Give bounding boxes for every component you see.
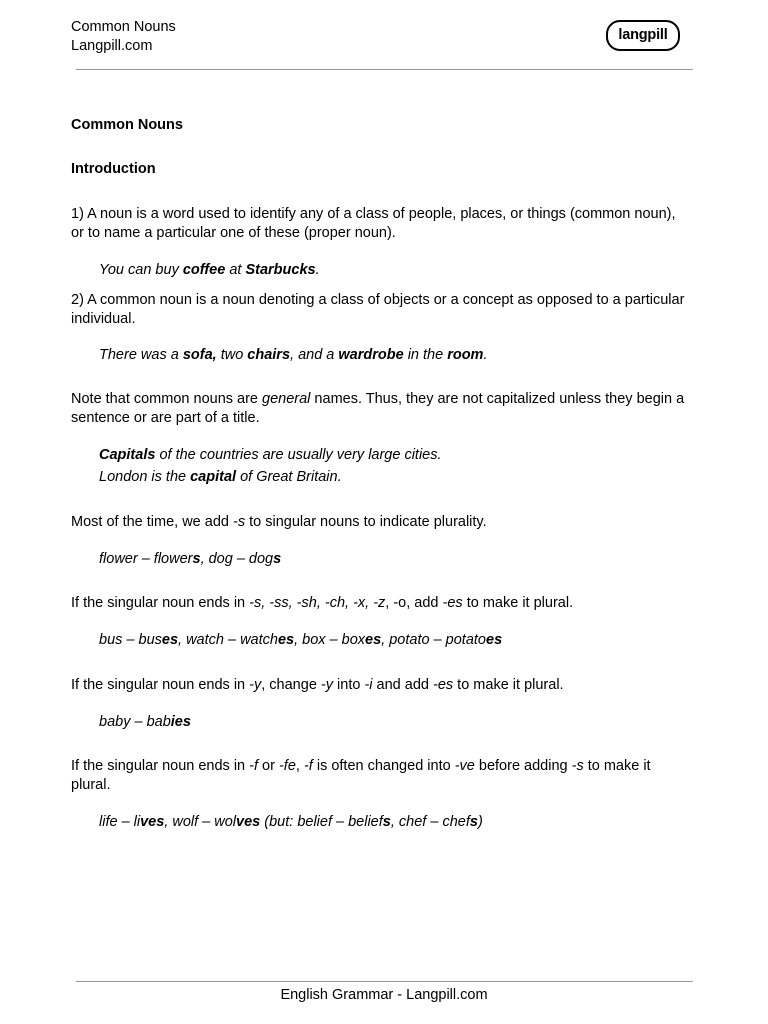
ex1-part: at — [225, 262, 246, 278]
paragraph-4 — [71, 513, 691, 532]
ex7-bold: ves — [140, 814, 165, 830]
ex5-bold: es — [486, 632, 503, 648]
p5-part: to make it plural. — [462, 595, 574, 611]
example-1 — [99, 259, 691, 281]
header-site: Langpill.com — [71, 38, 153, 54]
p4-part: to singular nouns to indicate plurality. — [245, 514, 487, 530]
ex3b-part: London is the — [99, 469, 191, 485]
ex5-part: , potato – potato — [381, 632, 486, 648]
ex7-part: ) — [477, 814, 483, 830]
p6-italic: -y — [320, 677, 334, 693]
ex1-bold: Starbucks — [245, 262, 316, 278]
ex3b-bold: capital — [190, 469, 237, 485]
ex4-part: flower – flower — [99, 551, 193, 567]
example-3b — [99, 466, 691, 488]
p7-part: before adding — [474, 758, 572, 774]
ex4-part: , dog – dog — [200, 551, 274, 567]
ex1-part: . — [315, 262, 320, 278]
ex5-part: , box – box — [294, 632, 366, 648]
ex7-bold: s — [469, 814, 478, 830]
p6-part: into — [333, 677, 365, 693]
ex5-part: bus – bus — [99, 632, 162, 648]
ex2-bold: chairs — [247, 347, 291, 363]
section-heading: Introduction — [71, 161, 156, 177]
ex3a-part: of the countries are usually very large cities. — [155, 447, 442, 463]
ex2-bold: room — [447, 347, 484, 363]
langpill-logo: langpill — [606, 20, 680, 51]
p3-italic: general — [262, 391, 311, 407]
p7-part: or — [258, 758, 279, 774]
p7-italic: -ve — [454, 758, 475, 774]
p7-italic: -f — [303, 758, 313, 774]
p6-part: If the singular noun ends in — [71, 677, 250, 693]
p4-italic: -s — [233, 514, 246, 530]
header-divider — [76, 69, 693, 70]
ex3a-bold: Capitals — [99, 447, 156, 463]
ex5-bold: es — [277, 632, 295, 648]
example-7 — [99, 811, 691, 833]
ex4-bold: s — [192, 551, 201, 567]
p5-part: If the singular noun ends in — [71, 595, 250, 611]
ex4-bold: s — [273, 551, 282, 567]
ex2-part: , and a — [290, 347, 339, 363]
p7-part: is often changed into — [312, 758, 455, 774]
p4-part: Most of the time, we add — [71, 514, 233, 530]
example-3 — [99, 444, 691, 488]
p6-italic: -y — [249, 677, 262, 693]
paragraph-6 — [71, 676, 691, 695]
p6-part: and add — [372, 677, 433, 693]
p2-text: 2) A common noun is a noun denoting a class of objects or a concept as opposed to a particular individual. — [71, 292, 685, 327]
paragraph-2 — [71, 291, 691, 329]
paragraph-3 — [71, 390, 691, 428]
p7-part: If the singular noun ends in — [71, 758, 250, 774]
example-5 — [99, 629, 691, 651]
paragraph-7 — [71, 757, 691, 795]
ex2-bold: sofa, — [182, 347, 217, 363]
ex7-bold: s — [382, 814, 391, 830]
p6-italic: -es — [433, 677, 454, 693]
ex7-part: (but: belief – belief — [260, 814, 383, 830]
ex2-part: There was a — [99, 347, 183, 363]
ex2-bold: wardrobe — [338, 347, 404, 363]
ex5-bold: es — [365, 632, 382, 648]
ex2-part: two — [216, 347, 248, 363]
paragraph-5 — [71, 594, 691, 613]
doc-title: Common Nouns — [71, 117, 183, 133]
footer-text: English Grammar - Langpill.com — [280, 987, 488, 1003]
footer-divider — [76, 981, 693, 982]
ex5-part: , watch – watch — [178, 632, 278, 648]
ex6-bold: ies — [170, 714, 191, 730]
ex1-bold: coffee — [182, 262, 226, 278]
p7-italic: -f — [249, 758, 259, 774]
p6-part: , change — [261, 677, 321, 693]
ex7-part: , chef – chef — [390, 814, 470, 830]
ex7-part: life – li — [99, 814, 141, 830]
header-title: Common Nouns — [71, 19, 176, 35]
ex1-part: You can buy — [99, 262, 183, 278]
p5-italic: -s, -ss, -sh, -ch, -x, -z — [249, 595, 386, 611]
example-4 — [99, 548, 691, 570]
ex6-part: baby – bab — [99, 714, 171, 730]
p7-italic: -s — [571, 758, 584, 774]
example-3a — [99, 444, 691, 466]
p3-part: names. Thus, they are not capitalized unless they begin a sentence or are part of a title. — [71, 391, 685, 426]
p6-part: to make it plural. — [453, 677, 564, 693]
p7-part: , — [295, 758, 304, 774]
p5-italic: -es — [442, 595, 463, 611]
ex2-part: . — [483, 347, 488, 363]
p7-italic: -fe — [278, 758, 296, 774]
ex2-part: in the — [403, 347, 448, 363]
p6-italic: -i — [364, 677, 373, 693]
header-text — [71, 18, 176, 56]
example-2 — [99, 344, 691, 366]
p5-part: , -o, add — [385, 595, 443, 611]
ex7-part: , wolf – wol — [164, 814, 237, 830]
example-6 — [99, 711, 691, 733]
ex7-bold: ves — [236, 814, 261, 830]
paragraph-1 — [71, 205, 691, 243]
p1-text: 1) A noun is a word used to identify any of a class of people, places, or things (common noun), or to name a particular one of these (proper noun). — [71, 206, 676, 241]
p7-part: to make it plural. — [71, 758, 651, 793]
p3-part: Note that common nouns are — [71, 391, 263, 407]
ex3b-part: of Great Britain. — [236, 469, 342, 485]
ex5-bold: es — [161, 632, 179, 648]
